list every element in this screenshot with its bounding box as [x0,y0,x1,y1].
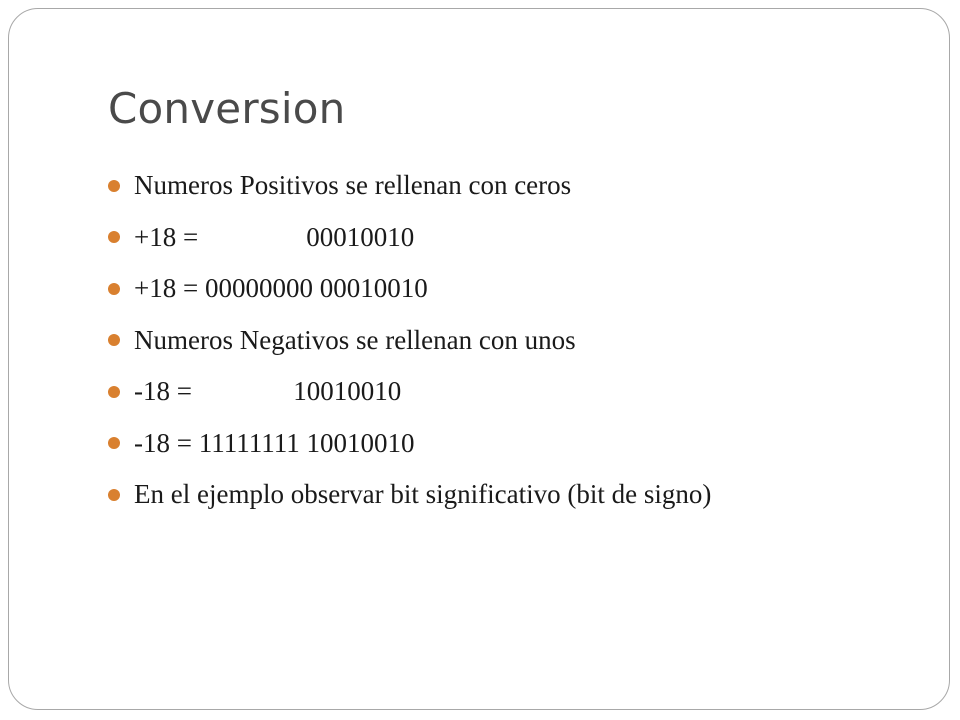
bullet-item [108,263,711,315]
bullet-dot-icon [108,386,120,398]
bullet-dot-icon [108,334,120,346]
slide-title: Conversion [108,84,346,133]
bullet-item [108,315,711,367]
bullet-item [108,469,711,521]
bullet-item [108,160,711,212]
bullet-text: +18 = 00000000 00010010 [134,273,428,304]
bullet-dot-icon [108,231,120,243]
bullet-text: -18 = 10010010 [134,376,402,407]
bullet-text: Numeros Positivos se rellenan con ceros [134,170,572,201]
bullet-list [108,160,711,521]
bullet-dot-icon [108,283,120,295]
bullet-dot-icon [108,180,120,192]
bullet-dot-icon [108,489,120,501]
bullet-text: +18 = 00010010 [134,221,415,252]
bullet-text: En el ejemplo observar bit significativo (bit de signo) [134,479,712,510]
bullet-item [108,418,711,470]
bullet-text: Numeros Negativos se rellenan con unos [134,324,576,355]
bullet-dot-icon [108,437,120,449]
bullet-item [108,366,711,418]
bullet-text: -18 = 11111111 10010010 [134,427,415,458]
bullet-item [108,212,711,264]
